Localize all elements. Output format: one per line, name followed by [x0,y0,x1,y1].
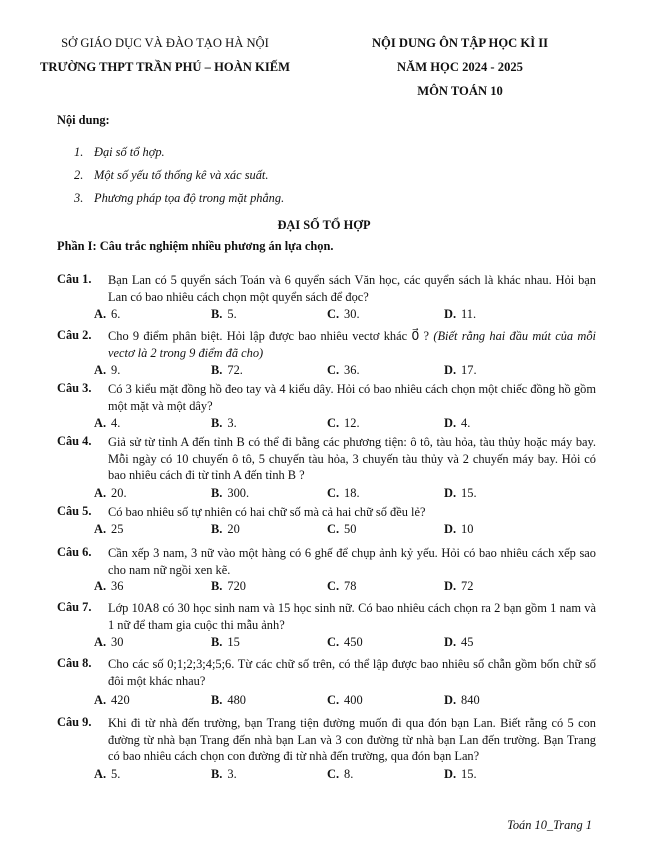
option-a[interactable]: A. 30 [94,635,124,649]
header-left [30,31,300,79]
header-right [330,31,590,103]
option-c[interactable]: C. 12. [327,416,360,430]
question-label: Câu 1. [57,272,92,286]
option-a[interactable]: A. 20. [94,486,127,500]
item-text: Đại số tổ hợp. [94,145,165,159]
option-c[interactable]: C. 8. [327,767,354,781]
section-title: ĐẠI SỐ TỔ HỢP [277,218,371,232]
option-d[interactable]: D. 45 [444,635,474,649]
option-d[interactable]: D. 15. [444,486,477,500]
option-a[interactable]: A. 25 [94,522,124,536]
contents-title: Nội dung: [57,113,110,127]
option-c[interactable]: C. 450 [327,635,363,649]
question-label: Câu 3. [57,381,92,395]
option-c[interactable]: C. 30. [327,307,360,321]
option-b[interactable]: B. 5. [211,307,237,321]
department-name: SỞ GIÁO DỤC VÀ ĐÀO TẠO HÀ NỘI [61,36,269,50]
option-d[interactable]: D. 17. [444,363,477,377]
question-label: Câu 4. [57,434,92,448]
option-b[interactable]: B. 15 [211,635,240,649]
option-a[interactable]: A. 9. [94,363,121,377]
option-c[interactable]: C. 18. [327,486,360,500]
contents-item [74,187,284,210]
question-label: Câu 7. [57,600,92,614]
question-text: Có bao nhiêu số tự nhiên có hai chữ số mà cả hai chữ số đều lẻ? [108,505,426,519]
options [94,416,574,432]
options [94,307,574,323]
option-d[interactable]: D. 840 [444,693,480,707]
option-d[interactable]: D. 72 [444,579,474,593]
item-number: 2. [74,168,84,182]
options [94,486,574,502]
question-text: Giả sử từ tỉnh A đến tỉnh B có thể đi bằng các phương tiện: ô tô, tàu hỏa, tàu thủy hoặc máy bay. Mỗi ngày có 10 chuyến ô tô, 5 chuyến tàu hỏa, 3 chuyến tàu thủy và 2 chuyến máy bay. Hỏi có bao nhiêu cách đi từ tỉnh A đến tỉnh B ? [108,435,596,483]
options [94,693,574,709]
option-c[interactable]: C. 36. [327,363,360,377]
option-c[interactable]: C. 78 [327,579,357,593]
subject: MÔN TOÁN 10 [417,84,503,98]
item-text: Phương pháp tọa độ trong mặt phẳng. [94,191,285,205]
option-a[interactable]: A. 420 [94,693,130,707]
option-b[interactable]: B. 480 [211,693,246,707]
question-text: Khi đi từ nhà đến trường, bạn Trang tiện đường muốn đi qua đón bạn Lan. Biết rằng có 5 con đường từ nhà bạn Trang đến nhà bạn Lan và 3 con đường từ nhà bạn Lan đến trường. Bạn Trang có bao nhiêu cách chọn con đường đi từ nhà đến trường, qua đón bạn Lan? [108,716,596,764]
option-a[interactable]: A. 4. [94,416,121,430]
question-text: Cho các số 0;1;2;3;4;5;6. Từ các chữ số trên, có thể lập được bao nhiêu số chẵn gồm bốn chữ số đôi một khác nhau? [108,657,596,688]
option-a[interactable]: A. 36 [94,579,124,593]
question-text: Bạn Lan có 5 quyển sách Toán và 6 quyển sách Văn học, các quyển sách là khác nhau. Hỏi bạn Lan có bao nhiêu cách chọn một quyển sách để đọc? [108,273,596,304]
question-label: Câu 6. [57,545,92,559]
option-d[interactable]: D. 10 [444,522,474,536]
school-year: NĂM HỌC 2024 - 2025 [397,60,523,74]
question-note: (Biết rằng hai đầu mút của mỗi vectơ là 2 trong 9 điểm đã cho) [108,329,596,360]
part-title: Phần I: Câu trắc nghiệm nhiều phương án lựa chọn. [57,239,334,253]
question-text: Cho 9 điểm phân biệt. Hỏi lập được bao nhiêu vectơ khác 0⃗ ? (Biết rằng hai đầu mút của mỗi vectơ là 2 trong 9 điểm đã cho) [108,329,596,360]
question-label: Câu 5. [57,504,92,518]
option-a[interactable]: A. 6. [94,307,121,321]
option-b[interactable]: B. 3. [211,416,237,430]
page-footer: Toán 10_Trang 1 [507,818,592,832]
options [94,522,574,538]
option-c[interactable]: C. 50 [327,522,357,536]
item-text: Một số yếu tố thống kê và xác suất. [94,168,269,182]
option-b[interactable]: B. 300. [211,486,250,500]
option-b[interactable]: B. 3. [211,767,237,781]
question-label: Câu 9. [57,715,92,729]
school-name: TRƯỜNG THPT TRẦN PHÚ – HOÀN KIẾM [39,60,291,74]
option-d[interactable]: D. 4. [444,416,471,430]
item-number: 1. [74,145,84,159]
question-text: Lớp 10A8 có 30 học sinh nam và 15 học sinh nữ. Có bao nhiêu cách chọn ra 2 bạn gồm 1 nam và 1 nữ để tham gia cuộc thi mẫu ảnh? [108,601,596,632]
option-d[interactable]: D. 11. [444,307,477,321]
option-c[interactable]: C. 400 [327,693,363,707]
option-b[interactable]: B. 720 [211,579,246,593]
option-b[interactable]: B. 20 [211,522,240,536]
options [94,363,574,379]
contents-item [74,141,284,164]
document-title: NỘI DUNG ÔN TẬP HỌC KÌ II [371,36,549,50]
options [94,635,574,651]
option-d[interactable]: D. 15. [444,767,477,781]
option-a[interactable]: A. 5. [94,767,121,781]
question-text: Cần xếp 3 nam, 3 nữ vào một hàng có 6 ghế để chụp ảnh kỷ yếu. Hỏi có bao nhiêu cách xếp sao cho nam nữ ngồi xen kẽ. [108,546,596,577]
options [94,767,574,783]
options [94,579,574,595]
contents-list [74,141,284,210]
option-b[interactable]: B. 72. [211,363,243,377]
question-label: Câu 2. [57,328,92,342]
question-text: Có 3 kiểu mặt đồng hồ đeo tay và 4 kiểu dây. Hỏi có bao nhiêu cách chọn một chiếc đồng hồ gồm một mặt và một dây? [108,382,596,413]
contents-item [74,164,284,187]
item-number: 3. [74,191,84,205]
question-label: Câu 8. [57,656,92,670]
